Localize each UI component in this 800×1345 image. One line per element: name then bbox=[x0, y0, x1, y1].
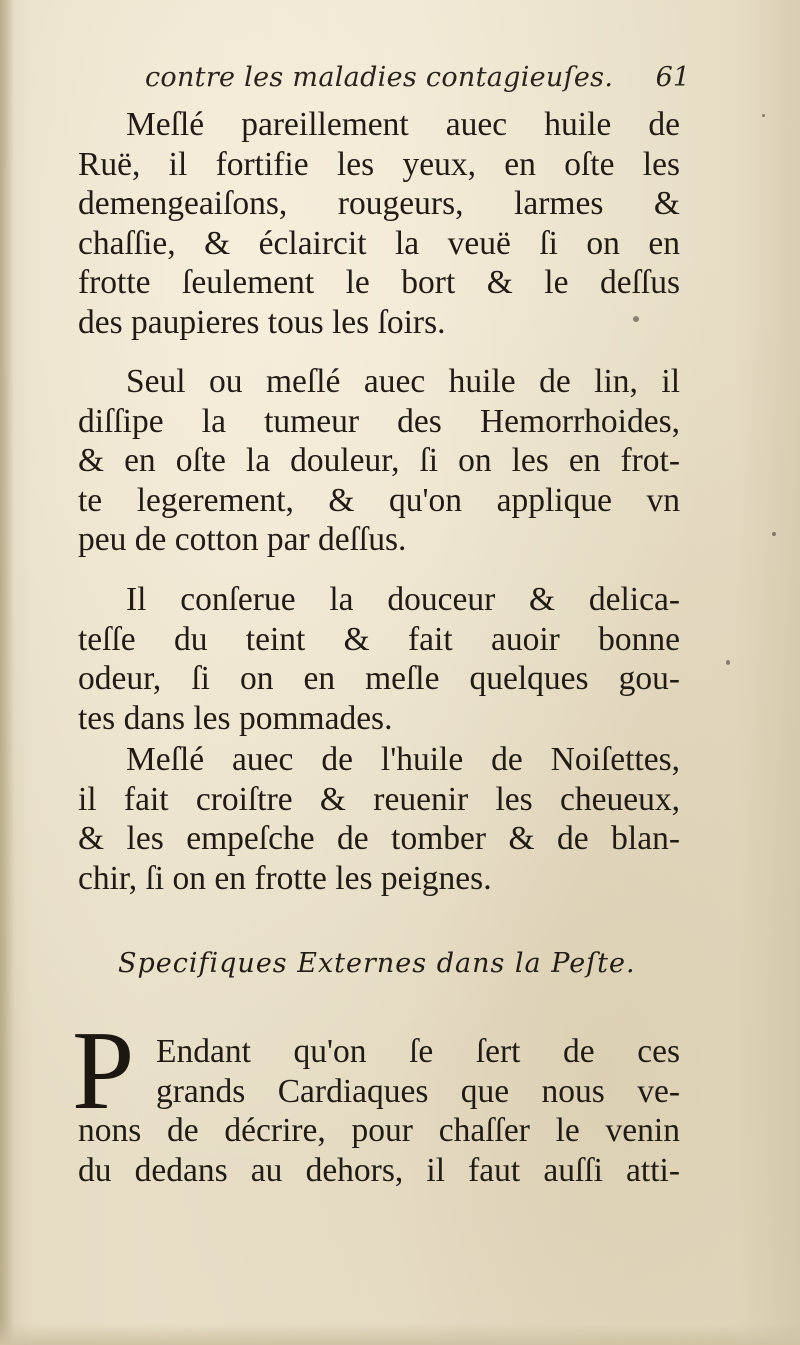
paragraph-complexion bbox=[78, 580, 680, 738]
text-line: Endant qu'on ſe ſert de ces bbox=[156, 1033, 680, 1070]
text-line: diſſipe la tumeur des Hemorrhoides, bbox=[78, 402, 680, 440]
paragraph-rue-oil bbox=[78, 105, 680, 343]
text-line: des paupieres tous les ſoirs. bbox=[78, 303, 446, 341]
paragraph-hazelnut-oil bbox=[78, 740, 680, 898]
text-line: du dedans au dehors, il faut auſſi atti- bbox=[78, 1151, 680, 1189]
ink-speck bbox=[633, 316, 639, 322]
section-paragraph bbox=[78, 1032, 680, 1190]
text-line: Il conſerue la douceur & delica- bbox=[126, 581, 680, 618]
text-line: frotte ſeulement le bort & le deſſus bbox=[78, 264, 680, 302]
running-title: contre les maladies contagieuſes. bbox=[145, 62, 614, 93]
text-line: Seul ou meſlé auec huile de lin, il bbox=[126, 363, 680, 400]
page-header bbox=[145, 62, 690, 102]
text-line: peu de cotton par deſſus. bbox=[78, 521, 407, 559]
paragraph-linseed-oil bbox=[78, 362, 680, 560]
text-line: odeur, ſi on en meſle quelques gou- bbox=[78, 660, 680, 698]
section-heading: Specifiques Externes dans la Peſte. bbox=[118, 948, 636, 979]
text-line: teſſe du teint & fait auoir bonne bbox=[78, 620, 680, 658]
text-line: Meſlé pareillement auec huile de bbox=[126, 106, 680, 143]
ink-speck bbox=[772, 532, 776, 536]
text-line: te legerement, & qu'on applique vn bbox=[78, 481, 680, 519]
text-line: tes dans les pommades. bbox=[78, 699, 393, 737]
text-line: nons de décrire, pour chaſſer le venin bbox=[78, 1112, 680, 1150]
text-line: & les empeſche de tomber & de blan- bbox=[78, 820, 680, 858]
drop-cap: P bbox=[72, 1009, 135, 1133]
page-bottom-shadow bbox=[0, 1323, 800, 1345]
text-line: Meſlé auec de l'huile de Noiſettes, bbox=[126, 741, 680, 778]
page-edge-shadow bbox=[0, 0, 14, 1345]
page-number: 61 bbox=[655, 62, 690, 93]
text-line: & en oſte la douleur, ſi on les en frot- bbox=[78, 442, 680, 480]
text-line: chaſſie, & éclaircit la veuë ſi on en bbox=[78, 224, 680, 262]
text-line: il fait croiſtre & reuenir les cheueux, bbox=[78, 780, 680, 818]
text-line: grands Cardiaques que nous ve- bbox=[156, 1072, 680, 1110]
ink-speck bbox=[762, 114, 765, 117]
ink-speck bbox=[726, 660, 730, 665]
text-line: chir, ſi on en frotte les peignes. bbox=[78, 859, 492, 897]
text-line: Ruë, il fortifie les yeux, en oſte les bbox=[78, 145, 680, 183]
text-line: demengeaiſons, rougeurs, larmes & bbox=[78, 185, 680, 223]
